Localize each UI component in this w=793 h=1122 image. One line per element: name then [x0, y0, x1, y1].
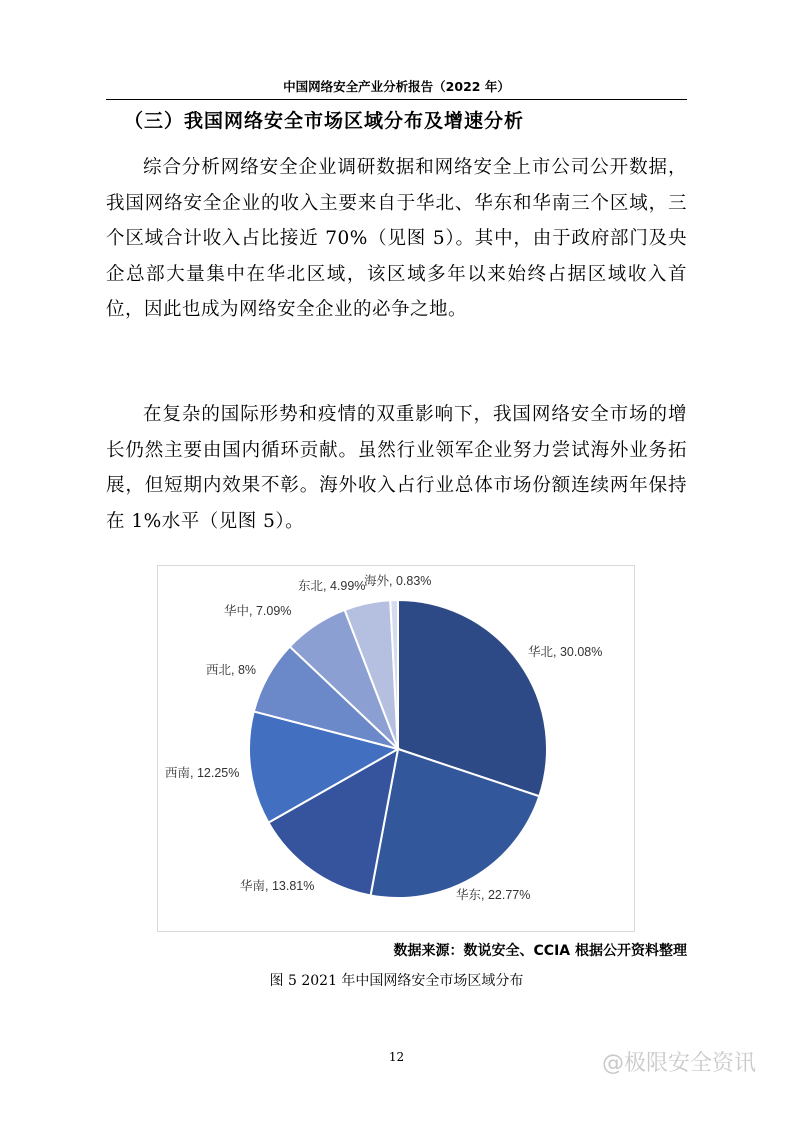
- watermark: @极限安全资讯: [602, 1051, 757, 1076]
- pie-data-label-1: 华北, 30.08%: [528, 645, 603, 659]
- pie-data-label-2: 华东, 22.77%: [456, 888, 531, 902]
- pie-data-label-3: 华南, 13.81%: [240, 879, 315, 893]
- section-title: （三）我国网络安全市场区域分布及增速分析: [124, 110, 525, 132]
- pie-data-label-4: 西南, 12.25%: [165, 766, 240, 780]
- body-paragraph-1: 综合分析网络安全企业调研数据和网络安全上市公司公开数据，我国网络安全企业的收入主要来自于华北、华东和华南三个区域，三个区域合计收入占比接近 70%（见图 5）。其中，由于政府部门及央企总部大量集中在华北区域，该区域多年以来始终占据区域收入首位，因此也成为网络安全企业的必争之地。: [106, 157, 687, 320]
- body-paragraph-2: 在复杂的国际形势和疫情的双重影响下，我国网络安全市场的增长仍然主要由国内循环贡献。虽然行业领军企业努力尝试海外业务拓展，但短期内效果不彰。海外收入占行业总体市场份额连续两年保持在 1%水平（见图 5）。: [106, 404, 687, 532]
- pie-data-label-7: 东北, 4.99%: [298, 579, 366, 593]
- source-note: 数据来源：数说安全、CCIA 根据公开资料整理: [393, 943, 687, 959]
- pie-data-label-5: 西北, 8%: [206, 663, 257, 677]
- header-divider: [106, 99, 687, 100]
- running-header: 中国网络安全产业分析报告（2022 年）: [283, 79, 510, 94]
- figure-caption: 图 5 2021 年中国网络安全市场区域分布: [269, 973, 524, 989]
- page-number: 12: [388, 1050, 405, 1064]
- pie-chart-svg: [158, 566, 636, 933]
- pie-chart: [157, 565, 635, 932]
- pie-data-label-6: 华中, 7.09%: [224, 604, 292, 618]
- pie-data-label-8: 海外, 0.83%: [364, 574, 432, 588]
